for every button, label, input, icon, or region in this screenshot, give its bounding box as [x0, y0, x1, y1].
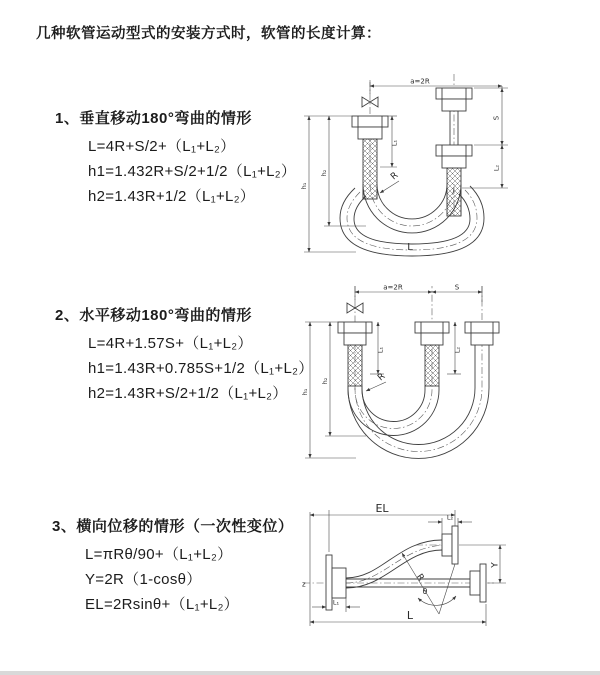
hose-centerline-moved [355, 283, 482, 452]
scan-edge [0, 671, 600, 675]
formula-3-2: Y=2R（1-cosθ） [85, 571, 202, 588]
hose-loop [363, 184, 461, 233]
middle-fitting [415, 322, 449, 386]
page-title: 几种软管运动型式的安装方式时，软管的长度计算： [36, 26, 381, 42]
section-1-heading: 1、垂直移动180°弯曲的情形 [55, 110, 252, 127]
left-fitting [352, 116, 388, 199]
top-flange [442, 526, 458, 564]
dim-s-l2 [462, 86, 508, 188]
section-2-heading: 2、水平移动180°弯曲的情形 [55, 307, 252, 324]
dim-label-h2: h₂ [321, 377, 329, 385]
formula-3-1: L=πRθ/90+（L₁+L₂） [85, 546, 233, 563]
dim-label-l: L [406, 609, 414, 622]
radius-label: R [376, 371, 388, 384]
dim-label-l2: L₂ [453, 346, 462, 354]
section-lateral-displacement [52, 518, 322, 614]
dim-label-h1: h₁ [300, 182, 308, 190]
dim-l [310, 604, 486, 626]
diagram-lateral-displacement [298, 500, 600, 655]
braided-section [363, 139, 377, 199]
hose-centerline [370, 116, 454, 226]
right-fitting-moved [465, 322, 499, 345]
formula-1-1: L=4R+S/2+（L₁+L₂） [88, 138, 236, 155]
dim-label-s: S [492, 115, 501, 121]
diagram-vertical-move-180 [300, 66, 590, 262]
dim-l1 [312, 598, 360, 612]
dim-label-el: EL [375, 502, 389, 515]
dim-label-a2r: a=2R [383, 283, 403, 292]
dim-label-l1: L₁ [376, 346, 385, 354]
dim-label-l1: L₁ [332, 598, 340, 607]
left-fitting [338, 322, 372, 386]
formula-1-3: h2=1.43R+1/2（L₁+L₂） [88, 188, 256, 205]
dim-a2r-s [355, 284, 482, 303]
dim-label-l2: L₂ [492, 164, 501, 172]
radius-label: R [389, 170, 401, 183]
formula-2-2: h1=1.43R+0.785S+1/2（L₁+L₂） [88, 360, 314, 377]
formula-3-3: EL=2Rsinθ+（L₁+L₂） [85, 596, 239, 613]
formula-2-3: h2=1.43R+S/2+1/2（L₁+L₂） [88, 385, 288, 402]
dim-label-y: Y [490, 562, 501, 568]
dim-l2 [428, 514, 472, 535]
dim-label-h2: h₂ [320, 169, 328, 177]
hose-loop-moved [348, 345, 489, 458]
radius-leader [380, 171, 400, 193]
radius-leader [366, 372, 387, 391]
hose-loop [348, 386, 439, 436]
end-mark: z [302, 580, 306, 589]
formula-2-1: L=4R+1.57S+（L₁+L₂） [88, 335, 253, 352]
braided-section [425, 345, 439, 386]
braided-section [348, 345, 362, 386]
dim-label-s: S [454, 283, 460, 292]
formula-1-2: h1=1.432R+S/2+1/2（L₁+L₂） [88, 163, 297, 180]
dim-label-a2r: a=2R [410, 77, 430, 86]
dim-label-l2: L₂ [446, 513, 454, 522]
radius-label: R [413, 572, 426, 584]
section-horizontal-move [55, 307, 325, 403]
length-label: L [407, 242, 413, 253]
right-fitting [436, 88, 472, 216]
dim-label-l1: L₁ [390, 139, 399, 147]
diagram-horizontal-move-180 [298, 278, 600, 463]
dim-label-h1: h₁ [301, 388, 309, 396]
angle-label: θ [422, 587, 428, 596]
radius-and-angle [402, 553, 456, 614]
section-vertical-move [55, 110, 325, 206]
dim-h1-h2 [300, 116, 366, 252]
section-3-heading: 3、横向位移的情形（一次性变位） [52, 518, 294, 535]
